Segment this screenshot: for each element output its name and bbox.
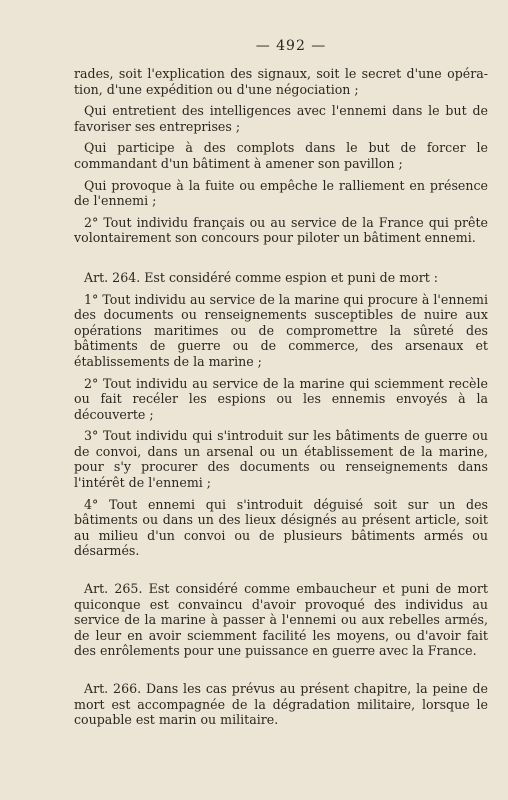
article-265: Art. 265. Est considéré comme embaucheur et puni de mort quiconque est convaincu d'avoir provoqué des individus au service de la marine à passer à l'ennemi ou aux rebelles armés, de leur en avoir sciemment facilité les moyens, ou d'avoir fait des enrôlements pour une puissance en guerre avec la France. bbox=[74, 581, 488, 659]
article-264-item-2: 2° Tout individu au service de la marine qui sciemment recèle ou fait recéler les espions ou les ennemis envoyés à la découverte ; bbox=[74, 375, 488, 422]
paragraph-item-2-pilote: 2° Tout individu français ou au service de la France qui prête volontairement son concours pour piloter un bâtiment ennemi. bbox=[74, 214, 488, 246]
article-264-item-1: 1° Tout individu au service de la marine qui procure à l'ennemi des documents ou renseignements susceptibles de nuire aux opérations maritimes ou de compromettre la sûreté des bâtiments de guerre ou de commerce, des arsenaux et établissements de la marine ; bbox=[74, 291, 488, 369]
paragraph-continuation: rades, soit l'explication des signaux, soit le secret d'une opéra-tion, d'une expédition ou d'une négociation ; bbox=[74, 66, 488, 97]
paragraph-complots: Qui participe à des complots dans le but de forcer le commandant d'un bâtiment à amener son pavillon ; bbox=[74, 140, 488, 171]
paragraph-intelligences: Qui entretient des intelligences avec l'ennemi dans le but de favoriser ses entreprises ; bbox=[74, 103, 488, 134]
article-266: Art. 266. Dans les cas prévus au présent chapitre, la peine de mort est accompagnée de la dégradation militaire, lorsque le coupable est marin ou militaire. bbox=[74, 681, 488, 728]
article-264-item-4: 4° Tout ennemi qui s'introduit déguisé soit sur un des bâtiments ou dans un des lieux désignés au présent article, soit au milieu d'un convoi ou de plusieurs bâtiments armés ou désarmés. bbox=[74, 496, 488, 559]
article-264-item-3: 3° Tout individu qui s'introduit sur les bâtiments de guerre ou de convoi, dans un arsenal ou un établissement de la marine, pour s'y procurer des documents ou renseignements dans l'intérêt de l'ennemi ; bbox=[74, 428, 488, 491]
page-number: — 492 — bbox=[255, 38, 327, 54]
article-264-heading: Art. 264. Est considéré comme espion et puni de mort : bbox=[84, 269, 439, 285]
paragraph-fuite: Qui provoque à la fuite ou empêche le ralliement en présence de l'ennemi ; bbox=[74, 177, 488, 209]
